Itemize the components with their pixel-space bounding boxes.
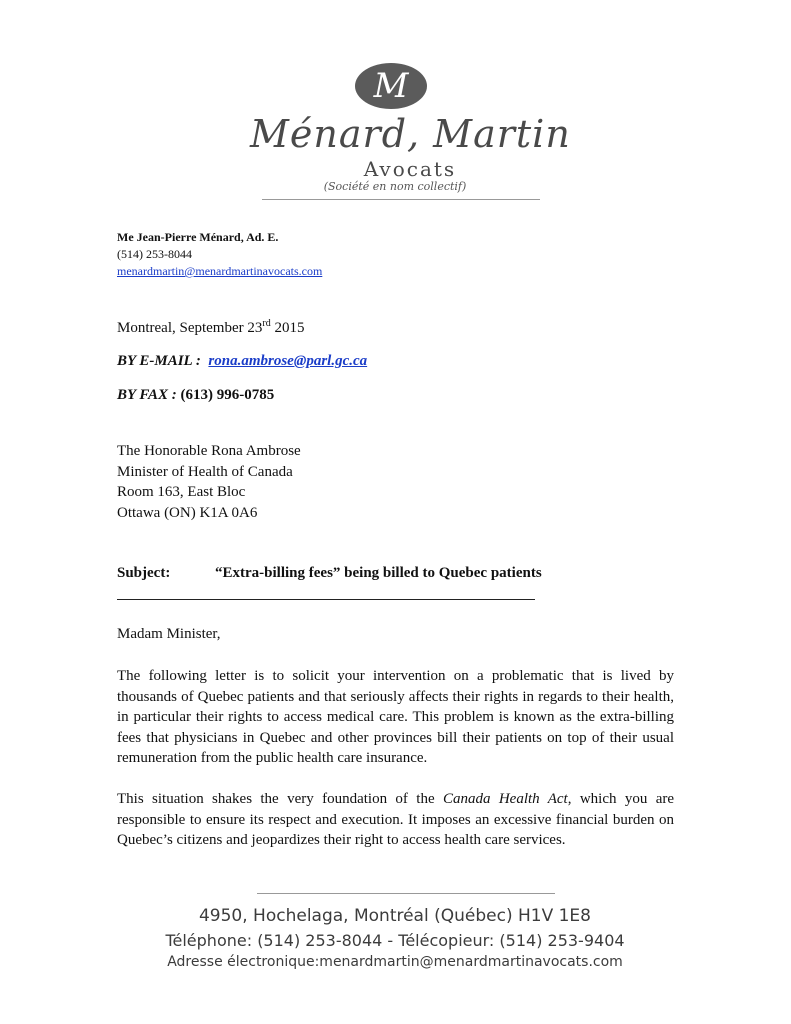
body-paragraph-1: The following letter is to solicit your intervention on a problematic that is lived by thousands of Quebec patients and that seriously affects their rights in regards to their health, in particular their rights to access medical care. This problem is known as the extra-billing fees that physicians in Quebec and other provinces bill their patients on top of their usual remuneration from the public health care insurance.: [117, 668, 674, 766]
date-ordinal: rd: [262, 318, 271, 329]
monogram-logo: M: [355, 63, 427, 109]
logo-divider: [262, 199, 540, 200]
by-fax-line: [117, 387, 274, 404]
letter-date: [117, 318, 304, 337]
salutation: Madam Minister,: [117, 626, 221, 642]
firm-type: (Société en nom collectif): [323, 180, 467, 193]
sender-block: [117, 229, 322, 280]
firm-name: Ménard, Martin: [250, 112, 571, 156]
footer-divider: [257, 893, 555, 894]
recipient-title: Minister of Health of Canada: [117, 463, 293, 480]
sender-email-link[interactable]: menardmartin@menardmartinavocats.com: [117, 264, 323, 278]
footer-phones: Téléphone: (514) 253-8044 - Télécopieur: (514) 253-9404: [165, 931, 625, 950]
fax-number: (613) 996-0785: [180, 387, 275, 403]
paragraph-2-start: This situation shakes the very foundation of the: [117, 791, 443, 807]
recipient-name: The Honorable Rona Ambrose: [117, 443, 301, 459]
recipient-city: Ottawa (ON) K1A 0A6: [117, 504, 258, 521]
date-year: 2015: [270, 320, 305, 336]
act-title: Canada Health Act: [442, 791, 568, 807]
by-email-line: [117, 353, 367, 370]
footer-address: 4950, Hochelaga, Montréal (Québec) H1V 1E8: [198, 906, 591, 926]
paragraph-2-end: , which you are responsible to ensure its respect and execution. It imposes an excessive financial burden on Quebec’s citizens and jeopardizes their right to access health care services.: [117, 791, 675, 848]
sender-phone: (514) 253-8044: [117, 247, 192, 261]
subject-label: Subject:: [117, 565, 171, 581]
recipient-room: Room 163, East Bloc: [117, 484, 246, 500]
subject-underline: [117, 599, 535, 600]
by-email-label: BY E-MAIL :: [117, 353, 201, 369]
recipient-email-link[interactable]: rona.ambrose@parl.gc.ca: [208, 353, 368, 369]
body-paragraph-2: [117, 789, 674, 851]
by-fax-label: BY FAX :: [117, 387, 177, 403]
subject-text: “Extra-billing fees” being billed to Quebec patients: [215, 565, 542, 581]
recipient-address: [117, 441, 301, 523]
date-prefix: Montreal, September 23: [117, 320, 263, 336]
firm-subtitle: Avocats: [363, 157, 457, 181]
sender-name: Me Jean-Pierre Ménard, Ad. E.: [117, 230, 279, 244]
subject-line: [117, 565, 542, 582]
footer-email: Adresse électronique:menardmartin@menardmartinavocats.com: [167, 954, 623, 970]
